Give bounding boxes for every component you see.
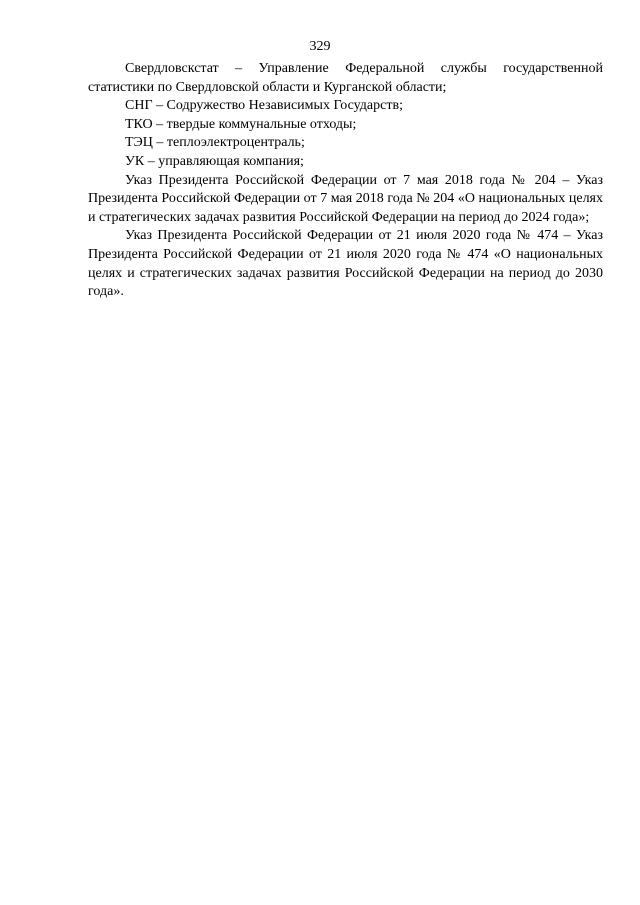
abbreviations-list — [88, 60, 603, 302]
abbreviation-paragraph: СНГ – Содружество Независимых Государств; — [125, 98, 403, 114]
abbreviation-paragraph: ТЭЦ – теплоэлектроцентраль; — [125, 135, 305, 151]
abbreviation-paragraph: УК – управляющая компания; — [125, 153, 304, 169]
abbreviation-paragraph: ТКО – твердые коммунальные отходы; — [125, 116, 357, 132]
abbreviation-paragraph: Указ Президента Российской Федерации от 21 июля 2020 года № 474 – Указ Президента Российской Федерации от 21 июля 2020 года № 474 «О национальных целях и стратегических задачах развития Российской Федерации на период до 2030 года». — [88, 228, 603, 300]
abbreviation-paragraph: Указ Президента Российской Федерации от 7 мая 2018 года № 204 – Указ Президента Российской Федерации от 7 мая 2018 года № 204 «О национальных целях и стратегических задачах развития Российской Федерации на период до 2024 года»; — [88, 172, 603, 225]
abbreviation-paragraph: Свердловскстат – Управление Федеральной службы государственной статистики по Свердловской области и Курганской области; — [88, 61, 603, 95]
page-number: 329 — [309, 39, 331, 54]
